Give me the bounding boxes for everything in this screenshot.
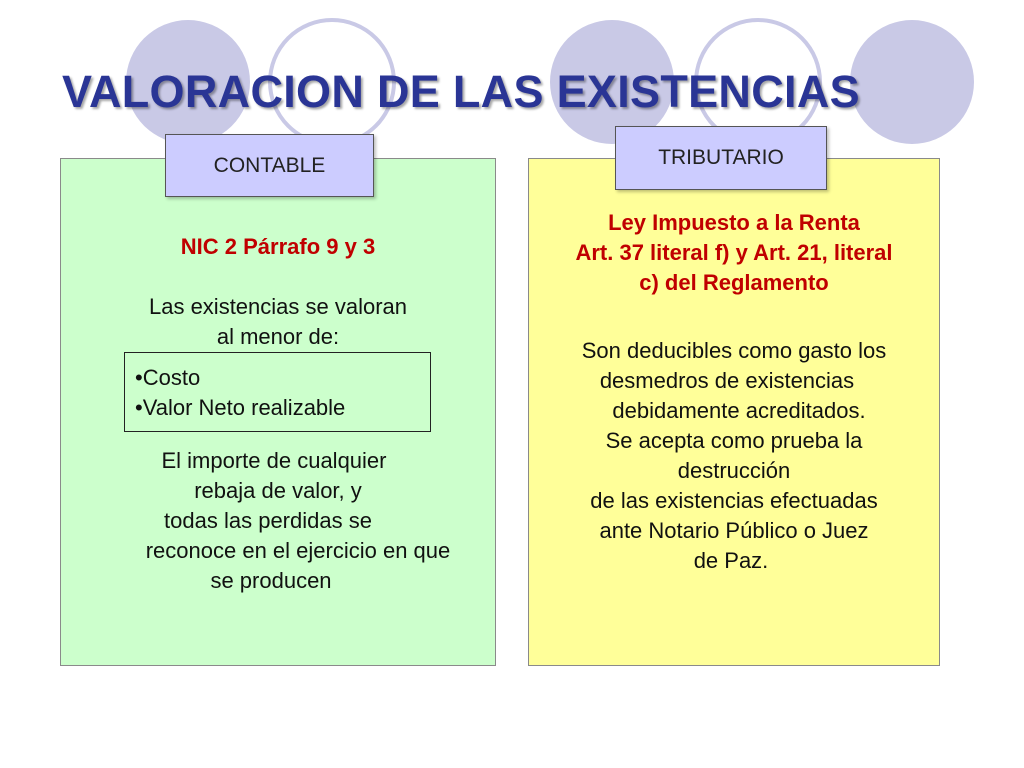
contable-tag <box>165 134 374 197</box>
tributario-body-line: Son deducibles como gasto los <box>581 338 887 363</box>
contable-body-line: rebaja de valor, y <box>194 478 362 503</box>
contable-heading: NIC 2 Párrafo 9 y 3 <box>180 234 376 259</box>
contable-body-line: reconoce en el ejercicio en que <box>145 538 451 563</box>
tributario-body-line: de Paz. <box>693 548 769 573</box>
contable-body <box>60 446 496 596</box>
tributario-body <box>528 336 940 576</box>
slide-title: VALORACION DE LAS EXISTENCIAS <box>62 66 860 117</box>
tributario-body-line: debidamente acreditados. <box>612 398 866 423</box>
deco-circle-filled-3 <box>850 20 974 144</box>
contable-body-line: se producen <box>210 568 332 593</box>
tributario-body-line: ante Notario Público o Juez <box>599 518 869 543</box>
tributario-heading <box>528 208 940 298</box>
contable-body-line: todas las perdidas se <box>164 508 372 533</box>
tributario-tag <box>615 126 827 190</box>
tributario-body-line: desmedros de existencias <box>599 368 855 393</box>
tributario-tag-label: TRIBUTARIO <box>658 146 784 169</box>
tributario-heading-line: c) del Reglamento <box>639 270 829 295</box>
tributario-body-line: destrucción <box>677 458 791 483</box>
contable-intro-line: Las existencias se valoran <box>148 294 408 319</box>
contable-intro <box>60 292 496 352</box>
tributario-heading-line: Art. 37 literal f) y Art. 21, literal <box>575 240 893 265</box>
bullet-item-valor-neto: •Valor Neto realizable <box>135 395 346 420</box>
tributario-body-line: Se acepta como prueba la <box>605 428 863 453</box>
contable-intro-line: al menor de: <box>216 324 340 349</box>
bullet-item-costo: •Costo <box>135 365 201 390</box>
contable-body-line: El importe de cualquier <box>161 448 387 473</box>
tributario-body-line: de las existencias efectuadas <box>590 488 878 513</box>
contable-bullet-box <box>124 352 431 432</box>
contable-tag-label: CONTABLE <box>213 153 326 177</box>
tributario-heading-line: Ley Impuesto a la Renta <box>608 210 860 235</box>
